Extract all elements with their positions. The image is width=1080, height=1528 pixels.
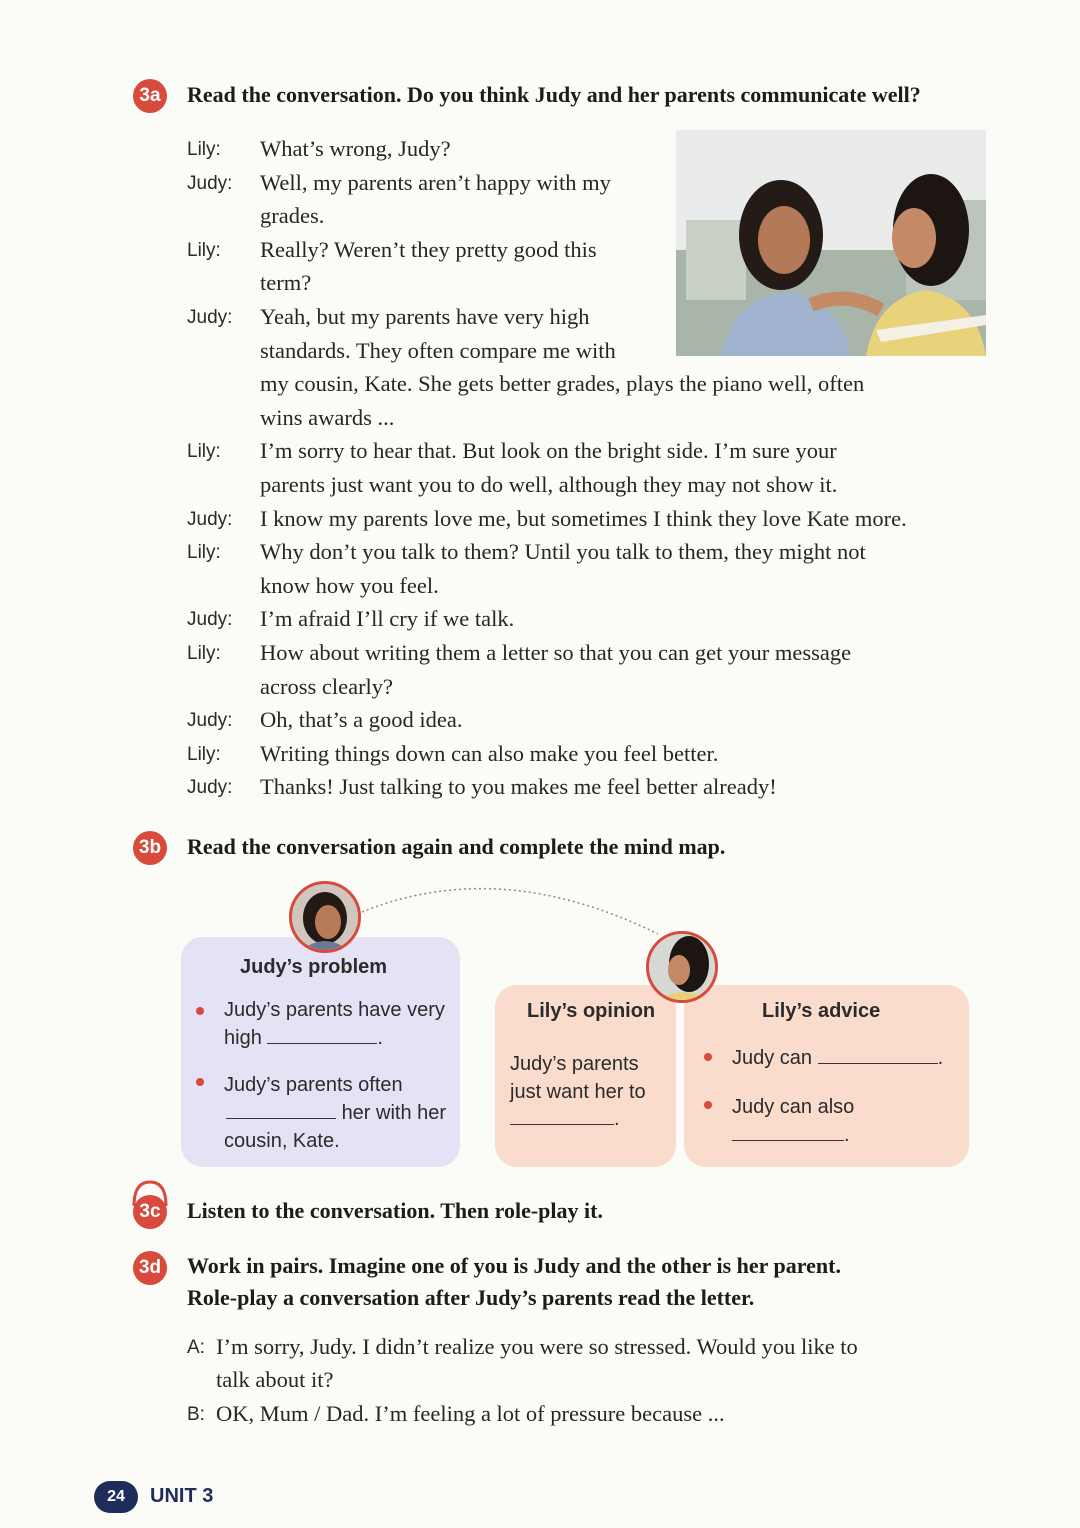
- speaker-label: Lily:: [187, 441, 221, 463]
- 3d-a-line2: talk about it?: [216, 1367, 334, 1392]
- opinion-line3: .: [510, 1108, 620, 1131]
- speaker-a: A:: [187, 1337, 205, 1358]
- dialogue-line: parents just want you to do well, although they may not show it.: [260, 472, 838, 497]
- dialogue-line: I’m afraid I’ll cry if we talk.: [260, 606, 515, 632]
- problem-b2-line1: Judy’s parents often: [224, 1074, 403, 1096]
- 3d-a-line1: I’m sorry, Judy. I didn’t realize you were so stressed. Would you like to: [216, 1334, 858, 1359]
- advice-bullet-2: [704, 1101, 712, 1109]
- badge-3c: 3c: [133, 1195, 167, 1229]
- blank-advice-2[interactable]: [732, 1140, 844, 1141]
- problem-b1-text: high: [224, 1027, 262, 1049]
- speaker-label: Judy:: [187, 172, 233, 194]
- opinion-line1: Judy’s parents: [510, 1053, 639, 1075]
- speaker-label: Judy:: [187, 307, 233, 328]
- problem-bullet-2: [196, 1078, 204, 1086]
- dialogue-line: I know my parents love me, but sometimes I think they love Kate more.: [260, 505, 907, 531]
- speaker-label: Lily:: [187, 743, 221, 765]
- unit-label: UNIT 3: [150, 1485, 214, 1507]
- dialogue-line: Yeah, but my parents have very high: [260, 304, 590, 329]
- dialogue-line: What’s wrong, Judy?: [260, 136, 451, 161]
- blank-advice-1[interactable]: [818, 1063, 938, 1064]
- avatar-lily: [646, 931, 718, 1003]
- speaker-label: Lily:: [187, 239, 221, 261]
- dialogue-line: across clearly?: [260, 673, 394, 699]
- dialogue-line: How about writing them a letter so that you can get your message: [260, 640, 852, 665]
- advice-b1-text: Judy can: [732, 1047, 813, 1069]
- problem-title: Judy’s problem: [240, 956, 388, 978]
- problem-b1-line1: Judy’s parents have very: [224, 999, 445, 1021]
- problem-b1-line2: high .: [224, 1027, 383, 1049]
- problem-bullet-1: [196, 1007, 204, 1015]
- instruction-3b: Read the conversation again and complete the mind map.: [187, 834, 726, 859]
- advice-b1: Judy can .: [732, 1047, 944, 1069]
- instruction-3d-line2: Role-play a conversation after Judy’s parents read the letter.: [187, 1285, 755, 1310]
- advice-title: Lily’s advice: [762, 1000, 881, 1022]
- opinion-title: Lily’s opinion: [527, 1000, 656, 1022]
- speaker-label: Judy:: [187, 508, 233, 530]
- photo-two-girls: [676, 130, 986, 356]
- instruction-3a: Read the conversation. Do you think Judy and her parents communicate well?: [187, 82, 921, 107]
- speaker-label: Lily:: [187, 542, 221, 564]
- blank-standards[interactable]: [267, 1043, 377, 1044]
- advice-b2-line2: .: [732, 1124, 850, 1147]
- blank-do-well[interactable]: [510, 1124, 614, 1125]
- blank-compare[interactable]: [226, 1118, 336, 1119]
- problem-b2-line2: [226, 1102, 446, 1125]
- page-number: 24: [94, 1481, 138, 1513]
- dialogue-line: Thanks! Just talking to you makes me feel better already!: [260, 774, 777, 800]
- connector-dotted-arc: [360, 876, 660, 936]
- dialogue-line: Why don’t you talk to them? Until you talk to them, they might not: [260, 539, 866, 565]
- dialogue-line: wins awards ...: [260, 404, 395, 430]
- badge-3a: 3a: [133, 79, 167, 113]
- badge-3b: 3b: [133, 831, 167, 865]
- dialogue-line: I’m sorry to hear that. But look on the bright side. I’m sure your: [260, 438, 837, 464]
- instruction-3c: Listen to the conversation. Then role-play it.: [187, 1198, 603, 1223]
- speaker-label: Judy:: [187, 609, 233, 631]
- dialogue-line: Oh, that’s a good idea.: [260, 707, 463, 733]
- dialogue-line: grades.: [260, 203, 325, 229]
- avatar-judy: [289, 881, 361, 953]
- speaker-label: Judy:: [187, 710, 233, 732]
- speaker-label: Lily:: [187, 643, 221, 664]
- badge-3d: 3d: [133, 1251, 167, 1285]
- problem-b2-text: her with her: [341, 1102, 447, 1124]
- advice-bullet-1: [704, 1053, 712, 1061]
- dialogue-line: my cousin, Kate. She gets better grades, plays the piano well, often: [260, 371, 865, 397]
- dialogue-line: Really? Weren’t they pretty good this: [260, 236, 597, 262]
- 3d-b-line1: OK, Mum / Dad. I’m feeling a lot of pressure because ...: [216, 1401, 725, 1426]
- opinion-line2: just want her to: [510, 1081, 646, 1103]
- speaker-label: Lily:: [187, 139, 221, 160]
- speaker-label: Judy:: [187, 777, 233, 799]
- speaker-b: B:: [187, 1404, 205, 1425]
- dialogue-line: term?: [260, 270, 312, 296]
- instruction-3d-line1: Work in pairs. Imagine one of you is Judy and the other is her parent.: [187, 1253, 841, 1278]
- advice-b2: Judy can also: [732, 1096, 855, 1118]
- dialogue-line: know how you feel.: [260, 572, 439, 598]
- problem-b2-line3: cousin, Kate.: [224, 1130, 340, 1152]
- dialogue-line: standards. They often compare me with: [260, 337, 616, 363]
- dialogue-line: Writing things down can also make you feel better.: [260, 740, 719, 766]
- dialogue-line: Well, my parents aren’t happy with my: [260, 169, 611, 195]
